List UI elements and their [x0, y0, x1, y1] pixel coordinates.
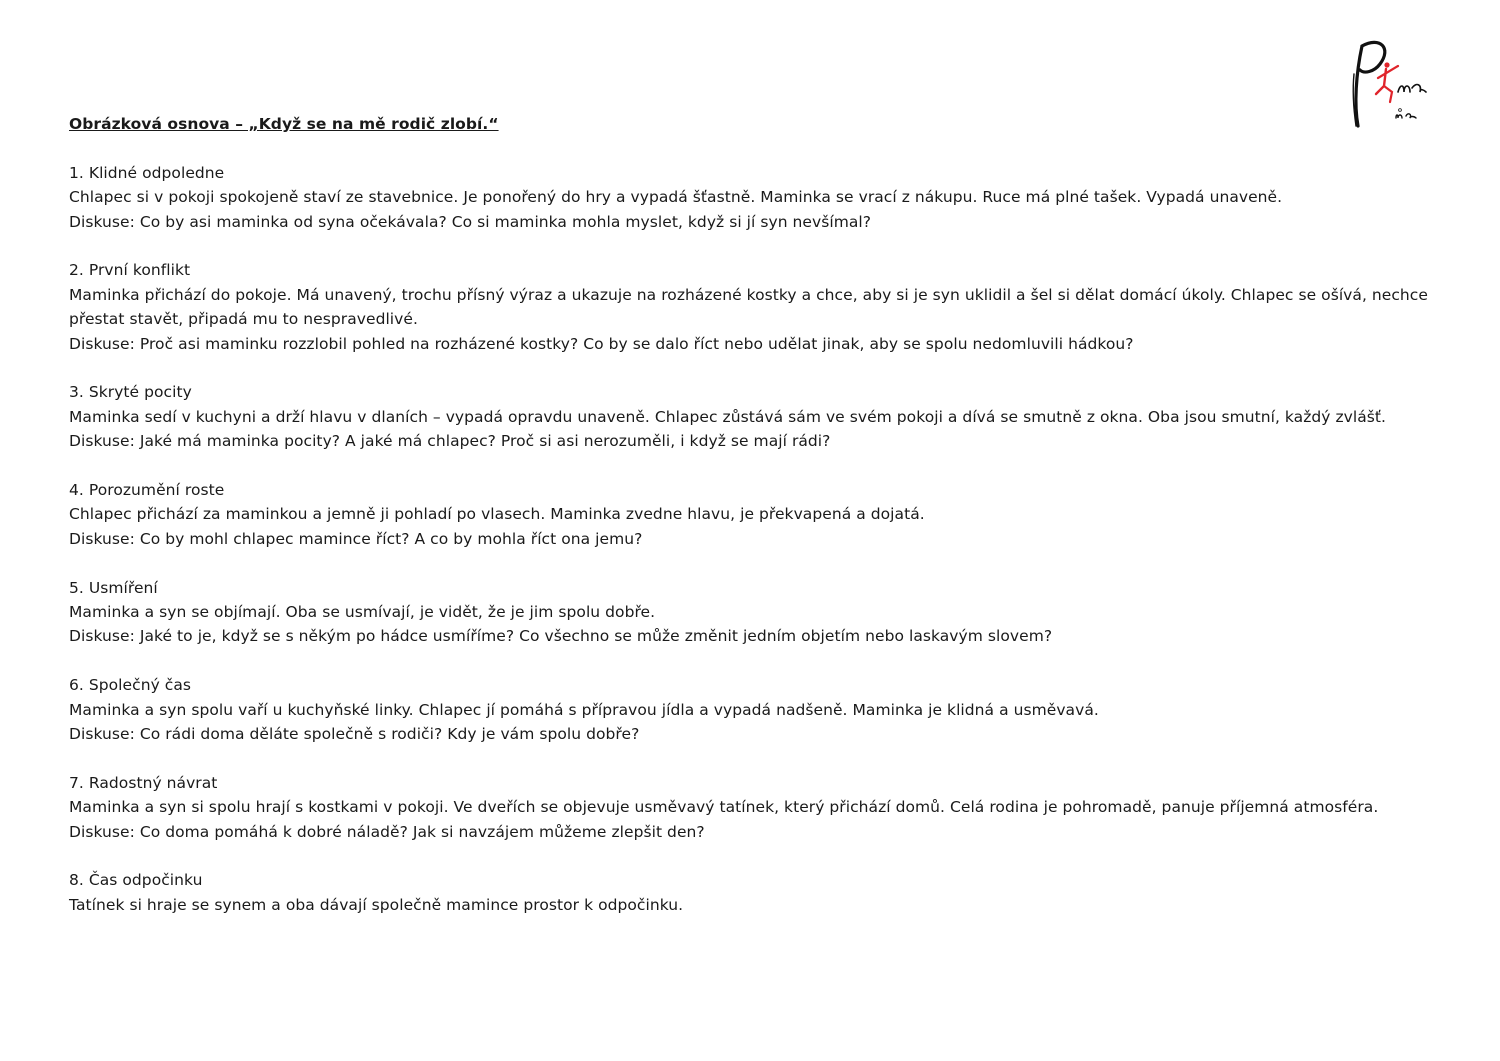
section-description: Maminka přichází do pokoje. Má unavený, trochu přísný výraz a ukazuje na rozházené kostky a chce, aby si je syn uklidil a šel si dělat domácí úkoly. Chlapec se ošívá, nechce přestat stavět, připadá mu to nespravedlivé.	[69, 285, 1428, 329]
section-description: Maminka sedí v kuchyni a drží hlavu v dlaních – vypadá opravdu unaveně. Chlapec zůstává sám ve svém pokoji a dívá se smutně z okna. Oba jsou smutní, každý zvlášť.	[69, 407, 1387, 426]
section-description: Maminka a syn si spolu hrají s kostkami v pokoji. Ve dveřích se objevuje usměvavý tatínek, který přichází domů. Celá rodina je pohromadě, panuje příjemná atmosféra.	[69, 798, 1379, 817]
section-description: Maminka a syn se objímají. Oba se usmívají, je vidět, že je jim spolu dobře.	[69, 603, 656, 622]
section-discussion: Diskuse: Co by mohl chlapec mamince říct? A co by mohla říct ona jemu?	[69, 529, 643, 548]
section-discussion: Diskuse: Jaké to je, když se s někým po hádce usmíříme? Co všechno se může změnit jedním objetím nebo laskavým slovem?	[69, 627, 1053, 646]
section-8	[69, 868, 1479, 917]
section-discussion: Diskuse: Co doma pomáhá k dobré náladě? Jak si navzájem můžeme zlepšit den?	[69, 822, 705, 841]
section-heading: 3. Skryté pocity	[69, 383, 192, 402]
section-discussion: Diskuse: Jaké má maminka pocity? A jaké má chlapec? Proč si asi nerozuměli, i když se mají rádi?	[69, 432, 831, 451]
section-discussion: Diskuse: Co by asi maminka od syna očekávala? Co si maminka mohla myslet, když si jí syn nevšímal?	[69, 212, 872, 231]
section-description: Maminka a syn spolu vaří u kuchyňské linky. Chlapec jí pomáhá s přípravou jídla a vypadá nadšeně. Maminka je klidná a usměvavá.	[69, 700, 1099, 719]
section-description: Tatínek si hraje se synem a oba dávají společně mamince prostor k odpočinku.	[69, 895, 684, 914]
logo-text: Prima ůča	[1340, 34, 1345, 35]
document-body	[69, 112, 1479, 942]
section-1	[69, 161, 1479, 234]
section-discussion: Diskuse: Co rádi doma děláte společně s rodiči? Kdy je vám spolu dobře?	[69, 725, 640, 744]
section-heading: 2. První konflikt	[69, 261, 191, 280]
document-title: Obrázková osnova – „Když se na mě rodič zlobí.“	[69, 115, 499, 133]
section-description: Chlapec přichází za maminkou a jemně ji pohladí po vlasech. Maminka zvedne hlavu, je překvapená a dojatá.	[69, 505, 925, 524]
section-description: Chlapec si v pokoji spokojeně staví ze stavebnice. Je ponořený do hry a vypadá šťastně. Maminka se vrací z nákupu. Ruce má plné tašek. Vypadá unaveně.	[69, 188, 1283, 207]
section-heading: 4. Porozumění roste	[69, 481, 225, 500]
section-discussion: Diskuse: Proč asi maminku rozzlobil pohled na rozházené kostky? Co by se dalo říct nebo udělat jinak, aby se spolu nedomluvili hádkou?	[69, 334, 1134, 353]
section-heading: 1. Klidné odpoledne	[69, 163, 225, 182]
section-heading: 5. Usmíření	[69, 578, 158, 597]
section-heading: 6. Společný čas	[69, 676, 192, 695]
section-3	[69, 380, 1479, 453]
section-heading: 7. Radostný návrat	[69, 773, 218, 792]
section-2	[69, 258, 1479, 356]
section-5	[69, 576, 1479, 649]
section-heading: 8. Čas odpočinku	[69, 871, 203, 890]
section-6	[69, 673, 1479, 746]
section-7	[69, 771, 1479, 844]
section-4	[69, 478, 1479, 551]
